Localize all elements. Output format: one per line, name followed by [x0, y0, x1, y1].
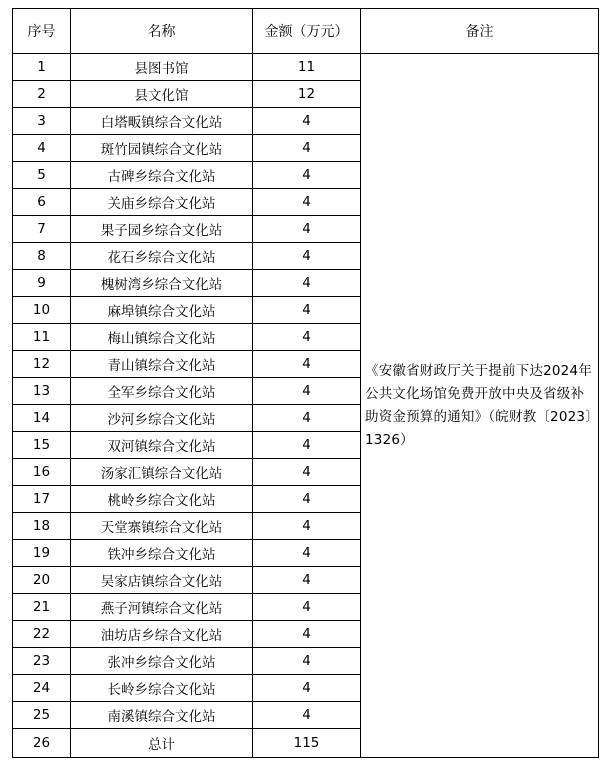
row-seq: 20	[13, 567, 71, 594]
row-seq: 25	[13, 702, 71, 729]
row-seq: 3	[13, 108, 71, 135]
row-amount: 4	[253, 621, 361, 648]
table-row	[13, 54, 599, 81]
row-seq: 19	[13, 540, 71, 567]
row-amount: 4	[253, 189, 361, 216]
row-name: 斑竹园镇综合文化站	[71, 135, 253, 162]
row-amount: 4	[253, 108, 361, 135]
row-name: 张冲乡综合文化站	[71, 648, 253, 675]
row-seq: 13	[13, 378, 71, 405]
total-seq: 26	[13, 729, 71, 758]
row-amount: 11	[253, 54, 361, 81]
row-seq: 22	[13, 621, 71, 648]
row-name: 关庙乡综合文化站	[71, 189, 253, 216]
row-amount: 4	[253, 432, 361, 459]
row-seq: 11	[13, 324, 71, 351]
row-amount: 4	[253, 378, 361, 405]
row-amount: 4	[253, 297, 361, 324]
row-amount: 4	[253, 270, 361, 297]
row-seq: 16	[13, 459, 71, 486]
row-amount: 4	[253, 324, 361, 351]
row-name: 长岭乡综合文化站	[71, 675, 253, 702]
row-name: 梅山镇综合文化站	[71, 324, 253, 351]
row-seq: 24	[13, 675, 71, 702]
row-name: 铁冲乡综合文化站	[71, 540, 253, 567]
total-label: 总计	[71, 729, 253, 758]
row-amount: 12	[253, 81, 361, 108]
row-amount: 4	[253, 459, 361, 486]
remark-cell: 《安徽省财政厅关于提前下达2024年公共文化场馆免费开放中央及省级补助资金预算的通知》（皖财教〔2023〕1326）	[361, 54, 599, 758]
row-seq: 12	[13, 351, 71, 378]
row-name: 青山镇综合文化站	[71, 351, 253, 378]
row-seq: 14	[13, 405, 71, 432]
row-seq: 1	[13, 54, 71, 81]
row-name: 天堂寨镇综合文化站	[71, 513, 253, 540]
row-name: 全军乡综合文化站	[71, 378, 253, 405]
row-seq: 9	[13, 270, 71, 297]
row-amount: 4	[253, 567, 361, 594]
row-amount: 4	[253, 594, 361, 621]
row-seq: 8	[13, 243, 71, 270]
row-seq: 4	[13, 135, 71, 162]
row-amount: 4	[253, 540, 361, 567]
row-name: 燕子河镇综合文化站	[71, 594, 253, 621]
header-name: 名称	[71, 9, 253, 54]
row-name: 南溪镇综合文化站	[71, 702, 253, 729]
row-seq: 15	[13, 432, 71, 459]
row-name: 沙河乡综合文化站	[71, 405, 253, 432]
row-name: 桃岭乡综合文化站	[71, 486, 253, 513]
header-row	[13, 9, 599, 54]
row-name: 槐树湾乡综合文化站	[71, 270, 253, 297]
row-seq: 7	[13, 216, 71, 243]
row-amount: 4	[253, 405, 361, 432]
row-name: 果子园乡综合文化站	[71, 216, 253, 243]
funding-table	[12, 8, 599, 758]
row-seq: 2	[13, 81, 71, 108]
header-seq: 序号	[13, 9, 71, 54]
row-name: 吴家店镇综合文化站	[71, 567, 253, 594]
total-amount: 115	[253, 729, 361, 758]
row-name: 油坊店乡综合文化站	[71, 621, 253, 648]
row-name: 花石乡综合文化站	[71, 243, 253, 270]
row-name: 县文化馆	[71, 81, 253, 108]
row-seq: 10	[13, 297, 71, 324]
row-amount: 4	[253, 243, 361, 270]
row-name: 白塔畈镇综合文化站	[71, 108, 253, 135]
row-amount: 4	[253, 216, 361, 243]
row-seq: 18	[13, 513, 71, 540]
row-seq: 23	[13, 648, 71, 675]
row-name: 汤家汇镇综合文化站	[71, 459, 253, 486]
row-amount: 4	[253, 648, 361, 675]
row-amount: 4	[253, 135, 361, 162]
row-amount: 4	[253, 162, 361, 189]
row-name: 麻埠镇综合文化站	[71, 297, 253, 324]
row-name: 县图书馆	[71, 54, 253, 81]
row-amount: 4	[253, 675, 361, 702]
header-note: 备注	[361, 9, 599, 54]
row-name: 古碑乡综合文化站	[71, 162, 253, 189]
header-amount: 金额（万元）	[253, 9, 361, 54]
row-amount: 4	[253, 351, 361, 378]
row-seq: 17	[13, 486, 71, 513]
row-name: 双河镇综合文化站	[71, 432, 253, 459]
row-seq: 5	[13, 162, 71, 189]
row-amount: 4	[253, 702, 361, 729]
row-seq: 6	[13, 189, 71, 216]
row-amount: 4	[253, 513, 361, 540]
table-body	[13, 54, 599, 758]
row-amount: 4	[253, 486, 361, 513]
row-seq: 21	[13, 594, 71, 621]
